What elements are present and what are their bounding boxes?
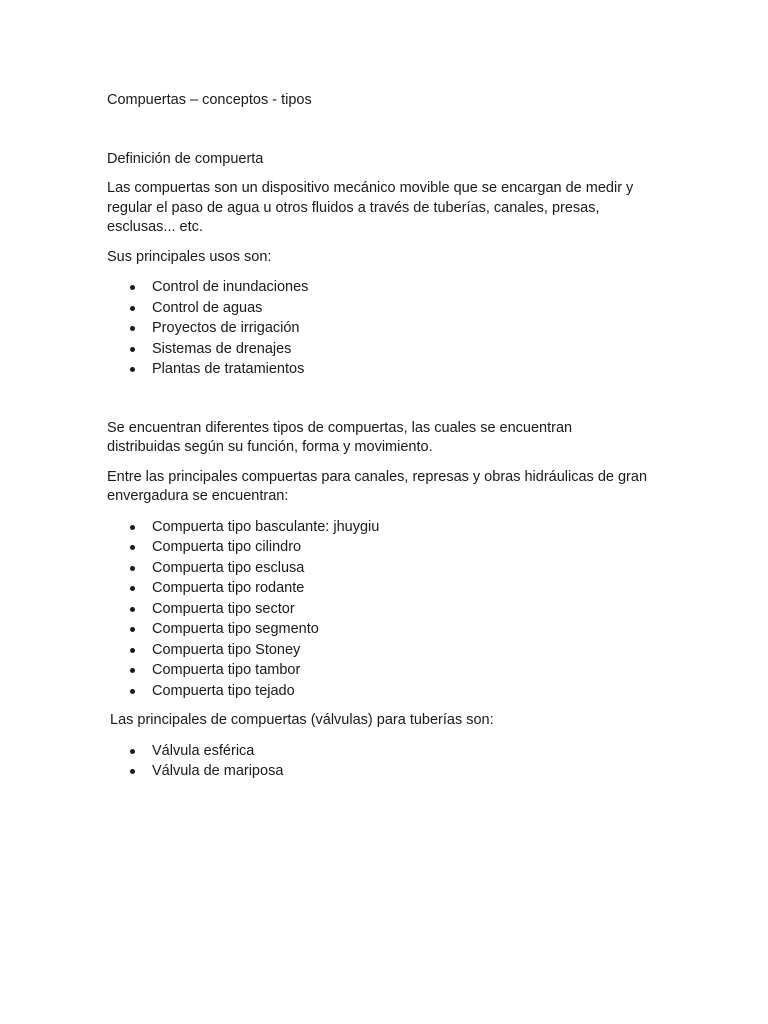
list-item [107, 599, 647, 620]
list-item-text: Control de inundaciones [152, 279, 309, 295]
list-item-text: Compuerta tipo esclusa [152, 559, 305, 576]
list-item [107, 359, 647, 380]
list-item-text: Control de aguas [152, 299, 263, 316]
uses-intro: Sus principales usos son: [107, 248, 272, 265]
list-item-text: Compuerta tipo basculante: jhuygiu [152, 518, 380, 535]
list-item [107, 537, 647, 558]
list-item-text: Plantas de tratamientos [152, 361, 305, 377]
bullet-icon [130, 648, 135, 653]
document-body [107, 91, 647, 792]
list-item-text: Compuerta tipo rodante [152, 580, 305, 596]
list-item [107, 660, 647, 681]
document-title: Compuertas – conceptos - tipos [107, 92, 312, 108]
bullet-icon [130, 367, 135, 372]
types-paragraph: Se encuentran diferentes tipos de compuertas, las cuales se encuentran distribuidas según su función, forma y movimiento. [107, 419, 573, 455]
bullet-icon [130, 689, 135, 694]
definition-heading: Definición de compuerta [107, 150, 264, 167]
list-item-text: Compuerta tipo Stoney [152, 641, 301, 658]
bullet-icon [130, 347, 135, 352]
bullet-icon [130, 769, 135, 774]
pipe-valves-list [107, 741, 647, 782]
list-item-text: Válvula de mariposa [152, 763, 284, 779]
list-item-text: Compuerta tipo tambor [152, 662, 301, 678]
bullet-icon [130, 326, 135, 331]
bullet-icon [130, 668, 135, 673]
list-item [107, 761, 647, 782]
list-item-text: Compuerta tipo sector [152, 600, 295, 617]
list-item-text: Compuerta tipo segmento [152, 621, 319, 637]
list-item-text: Válvula esférica [152, 742, 255, 759]
list-item [107, 578, 647, 599]
definition-paragraph: Las compuertas son un dispositivo mecánico movible que se encargan de medir y regular el paso de agua u otros fluidos a través de tuberías, canales, presas, esclusas... etc. [107, 180, 634, 235]
bullet-icon [130, 306, 135, 311]
pipe-valves-intro: Las principales de compuertas (válvulas) para tuberías son: [110, 712, 494, 728]
list-item [107, 517, 647, 538]
bullet-icon [130, 586, 135, 591]
list-item-text: Compuerta tipo tejado [152, 682, 295, 699]
bullet-icon [130, 566, 135, 571]
bullet-icon [130, 525, 135, 530]
list-item-text: Compuerta tipo cilindro [152, 539, 302, 555]
list-item [107, 339, 647, 360]
list-item-text: Sistemas de drenajes [152, 340, 292, 357]
list-item [107, 741, 647, 762]
bullet-icon [130, 285, 135, 290]
bullet-icon [130, 607, 135, 612]
list-item [107, 558, 647, 579]
list-item [107, 318, 647, 339]
list-item [107, 619, 647, 640]
bullet-icon [130, 545, 135, 550]
uses-list [107, 277, 647, 380]
list-item-text: Proyectos de irrigación [152, 320, 300, 336]
list-item [107, 277, 647, 298]
list-item [107, 298, 647, 319]
bullet-icon [130, 627, 135, 632]
bullet-icon [130, 749, 135, 754]
canal-gates-intro: Entre las principales compuertas para canales, represas y obras hidráulicas de gran envergadura se encuentran: [107, 468, 648, 504]
list-item [107, 681, 647, 702]
canal-gates-list [107, 517, 647, 702]
list-item [107, 640, 647, 661]
